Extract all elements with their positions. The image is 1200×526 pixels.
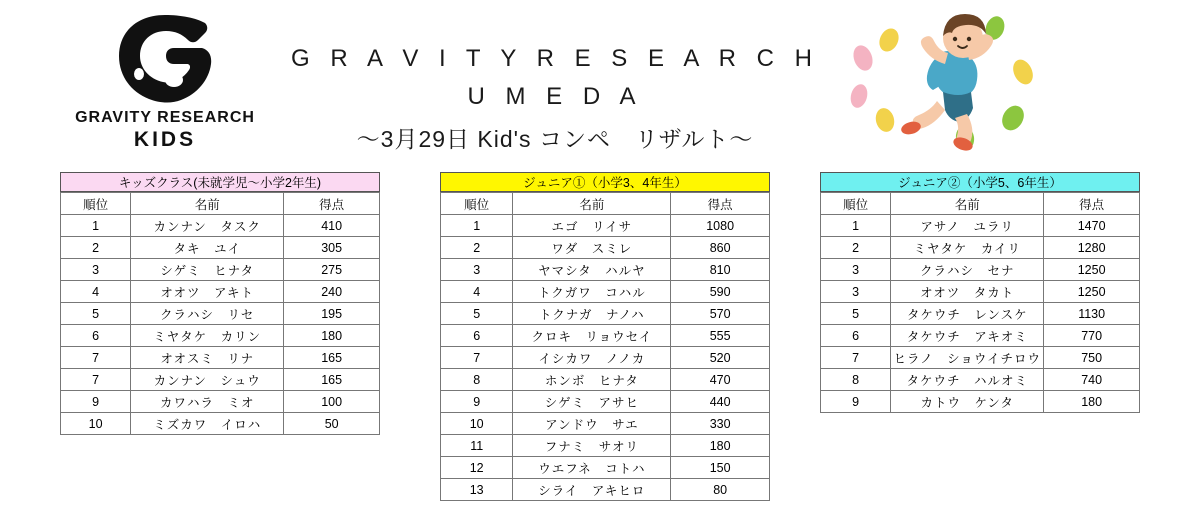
table-row [821, 259, 1140, 281]
cell-name: シライ アキヒロ [513, 479, 671, 501]
table-row [61, 391, 380, 413]
results-table [820, 192, 1140, 413]
cell-name: オオツ アキト [131, 281, 284, 303]
results-table [60, 192, 380, 435]
title-line-2: U M E D A [467, 83, 643, 110]
cell-score: 1280 [1044, 237, 1140, 259]
cell-rank: 1 [441, 215, 513, 237]
cell-name: ミヤタケ カリン [131, 325, 284, 347]
cell-rank: 9 [441, 391, 513, 413]
cell-score: 740 [1044, 369, 1140, 391]
cell-rank: 7 [61, 347, 131, 369]
table-row [821, 237, 1140, 259]
table-row [61, 303, 380, 325]
cell-rank: 6 [821, 325, 891, 347]
cell-name: シゲミ ヒナタ [131, 259, 284, 281]
cell-rank: 8 [821, 369, 891, 391]
table-category-header: ジュニア①（小学3、4年生） [440, 172, 770, 192]
column-header-rank: 順位 [821, 193, 891, 215]
cell-rank: 10 [61, 413, 131, 435]
results-table-kids [60, 172, 380, 435]
page-header [0, 0, 1200, 165]
cell-rank: 8 [441, 369, 513, 391]
cell-name: ホンボ ヒナタ [513, 369, 671, 391]
cell-score: 860 [671, 237, 770, 259]
column-header-name: 名前 [891, 193, 1044, 215]
cell-rank: 4 [61, 281, 131, 303]
table-body [441, 215, 770, 501]
table-row [61, 347, 380, 369]
cell-rank: 3 [61, 259, 131, 281]
cell-rank: 7 [821, 347, 891, 369]
column-header-score: 得点 [1044, 193, 1140, 215]
cell-score: 165 [284, 347, 380, 369]
table-body [821, 215, 1140, 413]
table-row [441, 303, 770, 325]
cell-name: タケウチ アキオミ [891, 325, 1044, 347]
cell-name: タケウチ レンスケ [891, 303, 1044, 325]
cell-score: 1080 [671, 215, 770, 237]
cell-score: 165 [284, 369, 380, 391]
column-header-name: 名前 [513, 193, 671, 215]
cell-name: ウエフネ コトハ [513, 457, 671, 479]
cell-rank: 13 [441, 479, 513, 501]
table-row [441, 435, 770, 457]
table-row [441, 347, 770, 369]
cell-score: 240 [284, 281, 380, 303]
cell-rank: 11 [441, 435, 513, 457]
table-header-row [61, 193, 380, 215]
table-row [441, 281, 770, 303]
cell-rank: 5 [61, 303, 131, 325]
column-header-rank: 順位 [61, 193, 131, 215]
cell-name: クラハシ リセ [131, 303, 284, 325]
cell-score: 180 [671, 435, 770, 457]
page-title [285, 45, 825, 154]
column-header-name: 名前 [131, 193, 284, 215]
column-header-score: 得点 [284, 193, 380, 215]
cell-score: 275 [284, 259, 380, 281]
cell-name: エゴ リイサ [513, 215, 671, 237]
cell-name: ミズカワ イロハ [131, 413, 284, 435]
cell-score: 1130 [1044, 303, 1140, 325]
logo-wordmark: GRAVITY RESEARCH [75, 109, 255, 126]
cell-score: 590 [671, 281, 770, 303]
cell-name: アサノ ユラリ [891, 215, 1044, 237]
table-row [821, 369, 1140, 391]
cell-name: カワハラ ミオ [131, 391, 284, 413]
cell-rank: 4 [441, 281, 513, 303]
cell-rank: 5 [441, 303, 513, 325]
cell-name: アンドウ サエ [513, 413, 671, 435]
cell-rank: 2 [821, 237, 891, 259]
cell-score: 180 [284, 325, 380, 347]
table-row [441, 391, 770, 413]
table-row [61, 237, 380, 259]
cell-rank: 7 [441, 347, 513, 369]
cell-rank: 9 [61, 391, 131, 413]
cell-score: 1250 [1044, 281, 1140, 303]
table-row [61, 281, 380, 303]
cell-name: クラハシ セナ [891, 259, 1044, 281]
table-row [821, 391, 1140, 413]
cell-rank: 6 [61, 325, 131, 347]
title-line-1: G R A V I T Y R E S E A R C H [290, 45, 820, 72]
table-row [441, 215, 770, 237]
cell-name: フナミ サオリ [513, 435, 671, 457]
table-row [61, 369, 380, 391]
cell-name: タキ ユイ [131, 237, 284, 259]
table-body [61, 215, 380, 435]
cell-score: 1470 [1044, 215, 1140, 237]
cell-score: 750 [1044, 347, 1140, 369]
column-header-score: 得点 [671, 193, 770, 215]
cell-name: カンナン シュウ [131, 369, 284, 391]
cell-rank: 10 [441, 413, 513, 435]
table-row [441, 369, 770, 391]
table-row [441, 259, 770, 281]
gravity-research-kids-logo [60, 12, 270, 157]
cell-name: シゲミ アサヒ [513, 391, 671, 413]
cell-rank: 1 [61, 215, 131, 237]
results-table-junior-2 [820, 172, 1140, 413]
table-row [441, 479, 770, 501]
gravity-research-logo-icon [113, 12, 218, 107]
cell-rank: 5 [821, 303, 891, 325]
table-row [61, 413, 380, 435]
cell-rank: 12 [441, 457, 513, 479]
results-table-junior-1 [440, 172, 770, 501]
cell-score: 770 [1044, 325, 1140, 347]
cell-name: トクガワ コハル [513, 281, 671, 303]
table-row [441, 457, 770, 479]
table-row [821, 325, 1140, 347]
cell-name: カトウ ケンタ [891, 391, 1044, 413]
table-row [821, 303, 1140, 325]
cell-score: 440 [671, 391, 770, 413]
table-category-header: ジュニア②（小学5、6年生） [820, 172, 1140, 192]
cell-score: 150 [671, 457, 770, 479]
column-header-rank: 順位 [441, 193, 513, 215]
cell-score: 100 [284, 391, 380, 413]
cell-rank: 3 [441, 259, 513, 281]
cell-name: タケウチ ハルオミ [891, 369, 1044, 391]
cell-score: 810 [671, 259, 770, 281]
table-row [61, 215, 380, 237]
cell-score: 180 [1044, 391, 1140, 413]
table-row [441, 325, 770, 347]
cell-name: クロキ リョウセイ [513, 325, 671, 347]
cell-rank: 2 [441, 237, 513, 259]
cell-score: 410 [284, 215, 380, 237]
table-category-header: キッズクラス(未就学児〜小学2年生) [60, 172, 380, 192]
cell-rank: 7 [61, 369, 131, 391]
cell-score: 555 [671, 325, 770, 347]
cell-name: イシカワ ノノカ [513, 347, 671, 369]
cell-name: トクナガ ナノハ [513, 303, 671, 325]
cell-name: ヒラノ ショウイチロウ [891, 347, 1044, 369]
table-header-row [441, 193, 770, 215]
cell-name: ミヤタケ カイリ [891, 237, 1044, 259]
cell-rank: 3 [821, 259, 891, 281]
cell-name: ワダ スミレ [513, 237, 671, 259]
logo-kids-text: KIDS [133, 128, 197, 151]
table-row [821, 215, 1140, 237]
cell-name: オオスミ リナ [131, 347, 284, 369]
cell-score: 305 [284, 237, 380, 259]
table-header-row [821, 193, 1140, 215]
cell-score: 50 [284, 413, 380, 435]
table-row [821, 347, 1140, 369]
cell-score: 570 [671, 303, 770, 325]
cell-rank: 1 [821, 215, 891, 237]
cell-rank: 2 [61, 237, 131, 259]
title-line-3: 〜3月29日 Kid's コンペ リザルト〜 [356, 126, 754, 152]
cell-rank: 3 [821, 281, 891, 303]
table-row [61, 325, 380, 347]
climbing-kid-illustration [845, 10, 1045, 160]
cell-rank: 9 [821, 391, 891, 413]
cell-score: 330 [671, 413, 770, 435]
cell-score: 1250 [1044, 259, 1140, 281]
table-row [441, 237, 770, 259]
cell-name: カンナン タスク [131, 215, 284, 237]
cell-score: 80 [671, 479, 770, 501]
cell-rank: 6 [441, 325, 513, 347]
cell-score: 470 [671, 369, 770, 391]
table-row [821, 281, 1140, 303]
cell-score: 520 [671, 347, 770, 369]
cell-name: オオツ タカト [891, 281, 1044, 303]
table-row [441, 413, 770, 435]
cell-name: ヤマシタ ハルヤ [513, 259, 671, 281]
results-table [440, 192, 770, 501]
table-row [61, 259, 380, 281]
cell-score: 195 [284, 303, 380, 325]
